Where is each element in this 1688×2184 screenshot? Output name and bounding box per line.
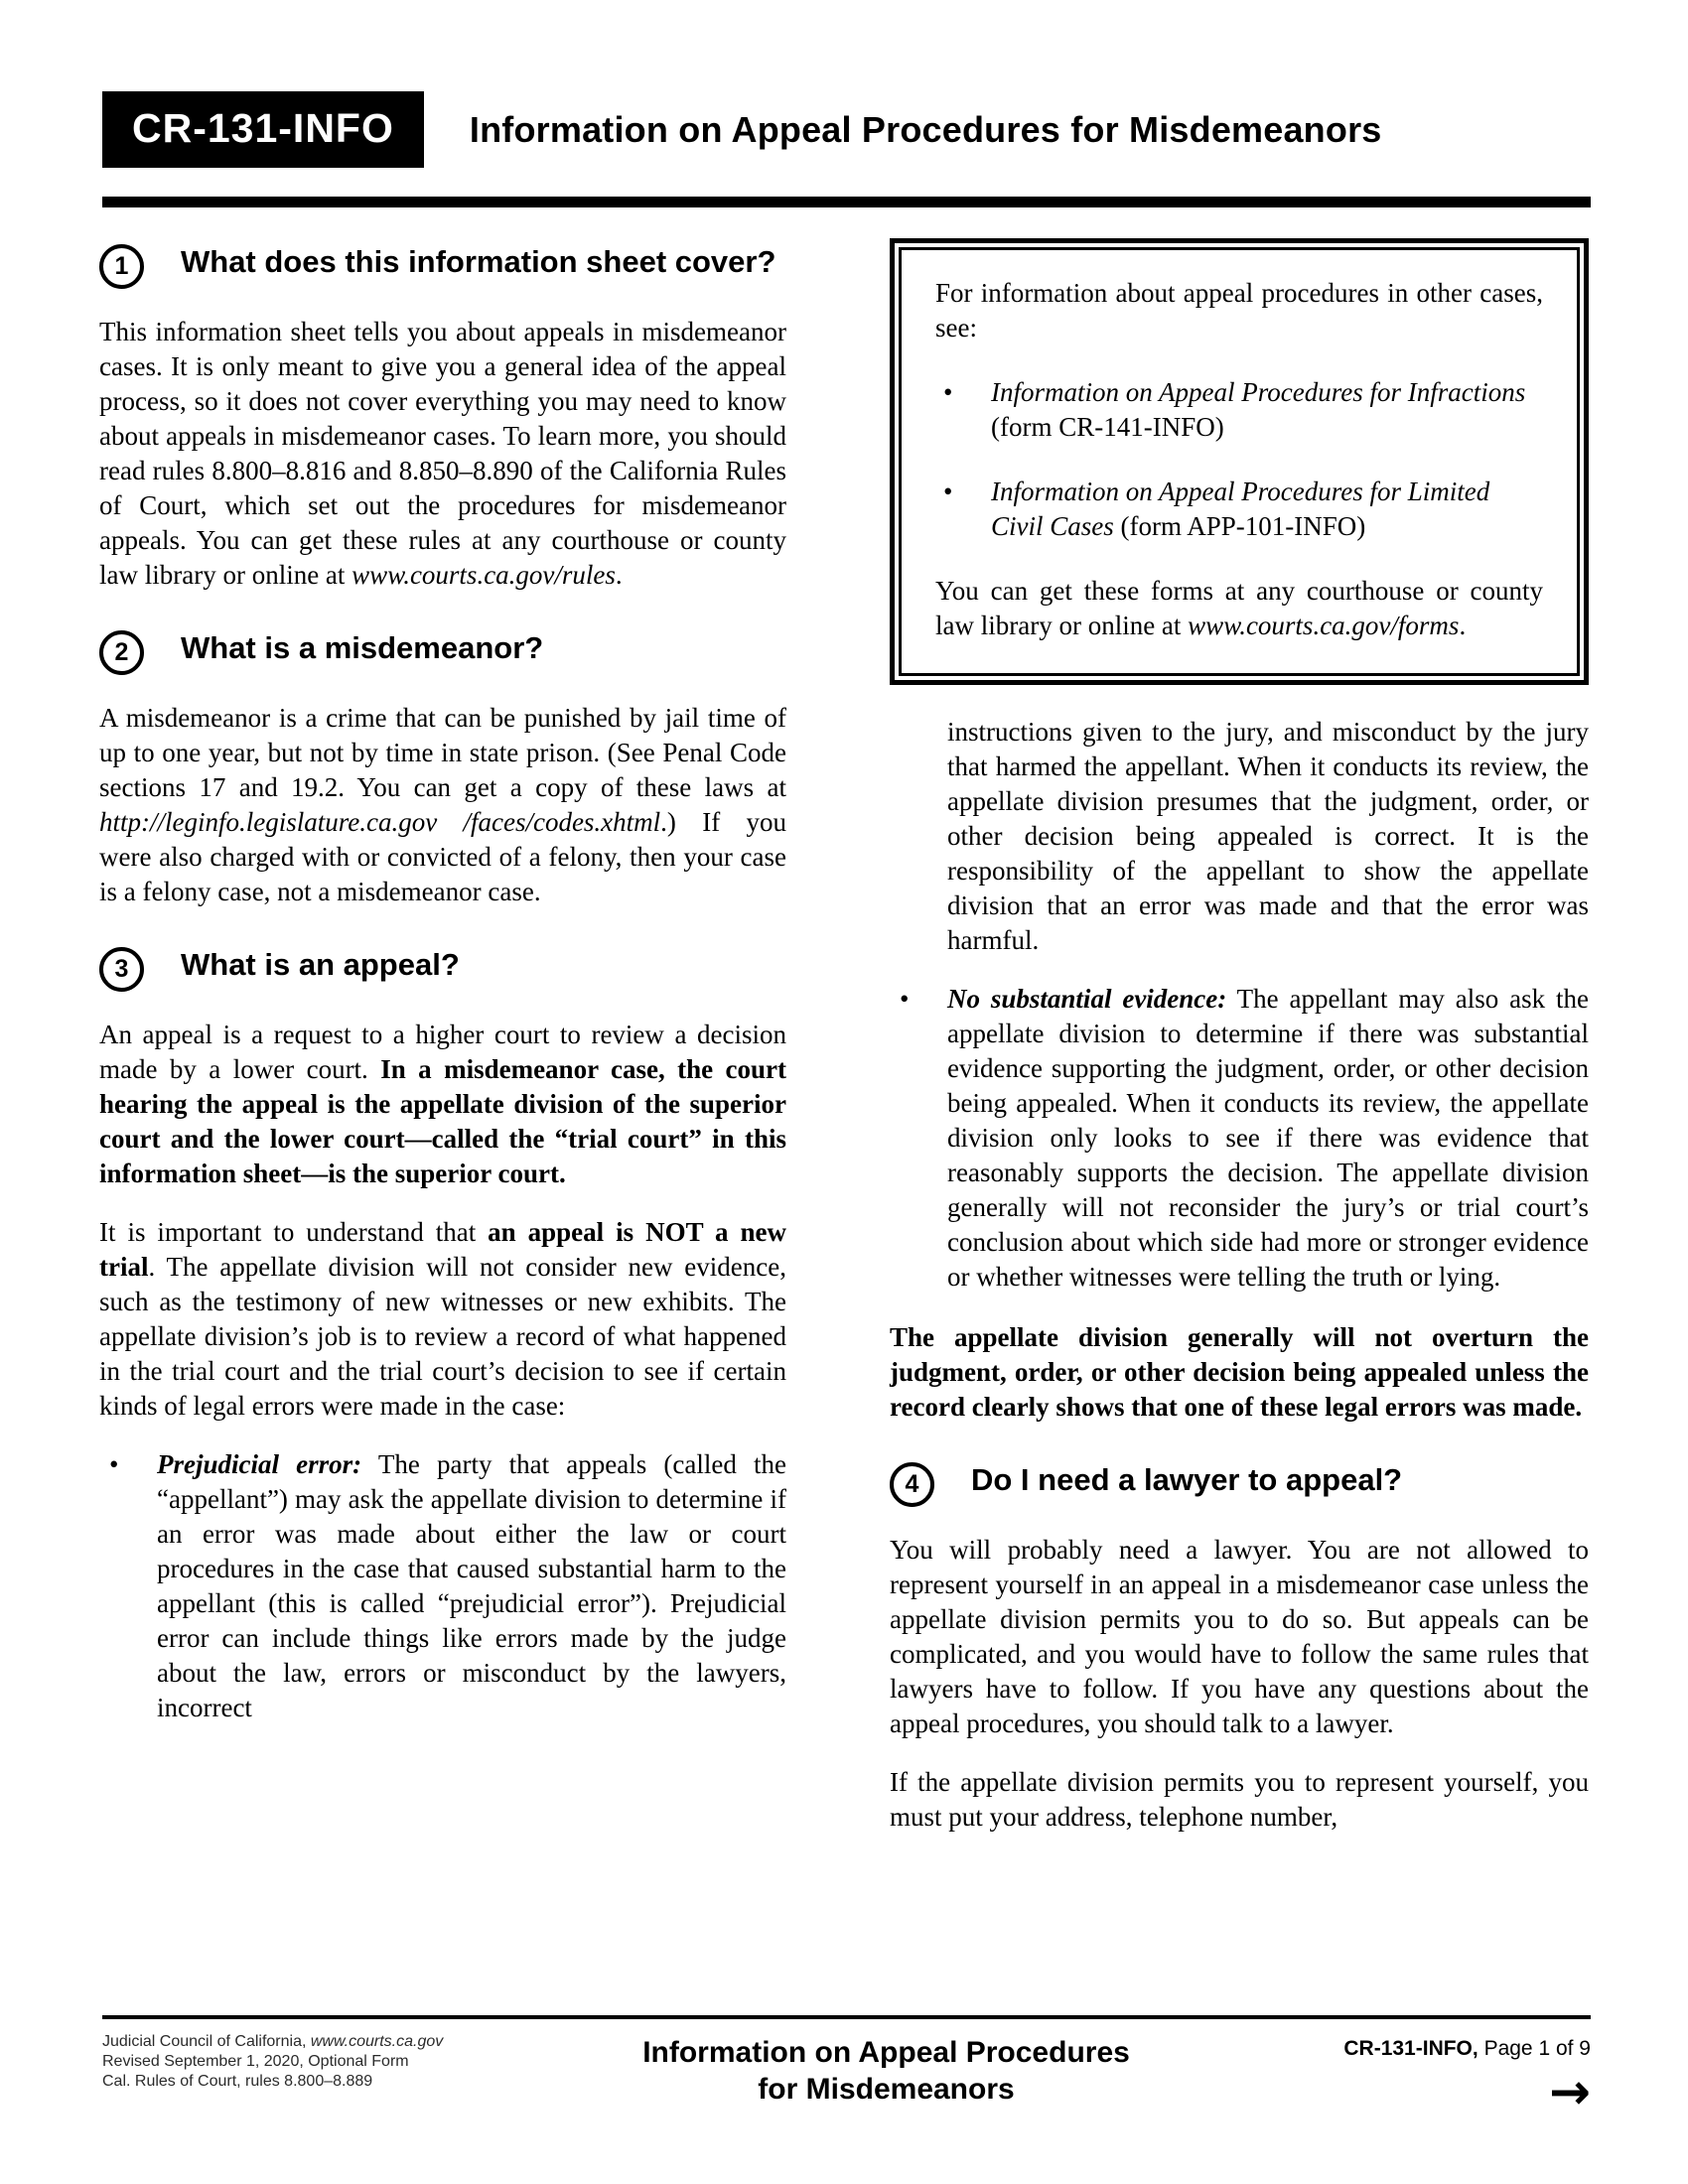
bullet-prejudicial-error-lead: Prejudicial error: [157,1449,362,1479]
footer-form-title-line1: Information on Appeal Procedures [642,2036,1130,2069]
bullet-icon: • [943,377,953,407]
info-box-outro-text: You can get these forms at any courthouse or county law library or online at [935,576,1543,640]
bullet-no-substantial-evidence-text: The appellant may also ask the appellate division to determine if there was substantial evidence supporting the judgment, order, or other decision being appealed. When it conducts its review, the appellate division only looks to see if there was evidence that reasonably supports the decision. The appellate division generally will not reconsider the jury’s or trial court’s conclusion about which side had more or stronger evidence or whether witnesses were telling the truth or lying. [947,984,1589,1292]
section-2-number-badge: 2 [99,630,144,675]
info-box-item-limited-civil-text [991,475,1543,544]
not-new-trial-end: . The appellate division will not consider new evidence, such as the testimony of new witnesses or new exhibits. The appellate division’s job is to review a record of what happened in the trial court and the trial court’s decision to see if certain kinds of legal errors were made in the case: [99,1252,786,1421]
url-leginfo: http://leginfo.legislature.ca.gov /faces/codes.xhtml [99,807,661,837]
section-1-title: What does this information sheet cover? [181,244,776,279]
section-2-title: What is a misdemeanor? [181,630,544,665]
footer-form-title [519,2034,1253,2108]
form-title-cr-141: Information on Appeal Procedures for Infractions [991,377,1526,407]
paragraph-cover-end: . [615,560,623,590]
form-code-app-101: (form APP-101-INFO) [1113,511,1366,541]
paragraph-appeal-definition [99,1018,786,1191]
bullet-no-substantial-evidence [890,982,1589,1295]
bullet-icon: • [109,1449,119,1479]
info-box-intro: For information about appeal procedures in other cases, see: [935,278,1543,342]
section-1-heading [99,242,786,289]
footer-page-label: Page 1 of 9 [1477,2037,1591,2060]
section-4-number-badge: 4 [890,1462,934,1507]
info-box-outro-end: . [1459,611,1467,640]
footer-meta-line3: Cal. Rules of Court, rules 8.800–8.889 [102,2073,373,2090]
appeal-definition-bold: In a misdemeanor case, the court hearing the appeal is the appellate division of the superior court and the lower court—called the “trial court” in this information sheet—is the superior court. [99,1054,787,1188]
next-page-arrow-icon: → [1549,2063,1591,2120]
footer-publisher: Judicial Council of California, [102,2033,311,2050]
info-box-item-limited-civil [935,475,1543,544]
header-divider [102,197,1591,207]
footer-meta [102,2032,519,2092]
section-3-heading [99,945,786,992]
footer-form-code: CR-131-INFO, [1343,2037,1478,2060]
url-courts-rules: www.courts.ca.gov/rules [352,560,616,590]
not-new-trial-text: It is important to understand that [99,1217,489,1247]
paragraph-cover [99,315,786,593]
form-title-app-101: Information on Appeal Procedures for Limited Civil Cases [991,477,1490,541]
bullet-no-substantial-evidence-body [947,982,1589,1295]
paragraph-not-new-trial [99,1215,786,1424]
footer-form-title-line2: for Misdemeanors [758,2073,1015,2106]
paragraph-bullet-continuation: instructions given to the jury, and misconduct by the jury that harmed the appellant. When it conducts its review, the appellate division presumes that the judgment, order, or other decision being appealed is correct. It is the responsibility of the appellant to show the appellate division that an error was made and that the error was harmful. [947,717,1589,955]
form-code-badge [102,91,424,168]
bullet-prejudicial-error-text: The party that appeals (called the “appellant”) may ask the appellate division to determine if an error was made about either the law or court procedures in the case that caused substantial harm to the appellant (this is called “prejudicial error”). Prejudicial error can include things like errors made by the judge about the law, errors or misconduct by the lawyers, incorrect [157,1449,786,1722]
section-3-title: What is an appeal? [181,947,460,982]
left-column [99,236,786,1835]
paragraph-misdemeanor-end: .) If you were also charged with or convicted of a felony, then your case is a felony case, not a misdemeanor case. [99,807,786,906]
bullet-icon: • [900,984,910,1014]
paragraph-misdemeanor [99,701,786,909]
paragraph-misdemeanor-text: A misdemeanor is a crime that can be punished by jail time of up to one year, but not by time in state prison. (See Penal Code sections 17 and 19.2. You can get a copy of these laws at [99,703,786,802]
paragraph-need-lawyer: You will probably need a lawyer. You are not allowed to represent yourself in an appeal in a misdemeanor case unless the appellate division permits you to do so. But appeals can be complicated, and you would have to follow the same rules that lawyers have to follow. If you have any questions about the appeal procedures, you should talk to a lawyer. [890,1535,1589,1738]
section-4-heading [890,1460,1589,1507]
form-code: CR-131-INFO [132,105,394,151]
section-4-title: Do I need a lawyer to appeal? [971,1462,1403,1497]
bullet-prejudicial-error [99,1447,786,1725]
footer-page-number [1253,2036,1591,2062]
content-columns [99,236,1589,1835]
info-box-item-infractions-text [991,375,1543,445]
page-title: Information on Appeal Procedures for Misdemeanors [469,108,1382,150]
appeal-definition-text: An appeal is a request to a higher court to review a decision made by a lower court. [99,1020,786,1084]
other-cases-info-box-inner [899,247,1580,676]
not-new-trial-bold: an appeal is NOT a new trial [99,1217,786,1282]
bullet-icon: • [943,477,953,506]
paragraph-cover-text: This information sheet tells you about appeals in misdemeanor cases. It is only meant to give you a general idea of the appeal process, so it does not cover everything you may need to know about appeals in misdemeanor cases. To learn more, you should read rules 8.800–8.816 and 8.850–8.890 of the California Rules of Court, which set out the procedures for misdemeanor appeals. You can get these rules at any courthouse or county law library or online at [99,317,786,590]
page-header [102,91,1589,168]
footer-meta-line2: Revised September 1, 2020, Optional Form [102,2053,409,2070]
footer-divider [102,2015,1591,2019]
section-3-number-badge: 3 [99,947,144,992]
form-code-cr-141: (form CR-141-INFO) [991,412,1224,442]
paragraph-will-not-overturn: The appellate division generally will not overturn the judgment, order, or other decision being appealed unless the record clearly shows that one of these legal errors was made. [890,1322,1589,1422]
paragraph-represent-yourself: If the appellate division permits you to represent yourself, you must put your address, telephone number, [890,1767,1589,1832]
info-box-item-infractions [935,375,1543,445]
page-footer [102,2032,1591,2108]
right-column [890,236,1589,1835]
footer-meta-line1 [102,2032,519,2052]
url-courts-forms: www.courts.ca.gov/forms [1188,611,1460,640]
other-cases-info-box [890,238,1589,685]
bullet-prejudicial-error-body [157,1447,786,1725]
info-box-outro [935,574,1543,643]
bullet-no-substantial-evidence-lead: No substantial evidence: [947,984,1227,1014]
url-courts-gov: www.courts.ca.gov [310,2033,444,2050]
section-2-heading [99,628,786,675]
section-1-number-badge: 1 [99,244,144,289]
